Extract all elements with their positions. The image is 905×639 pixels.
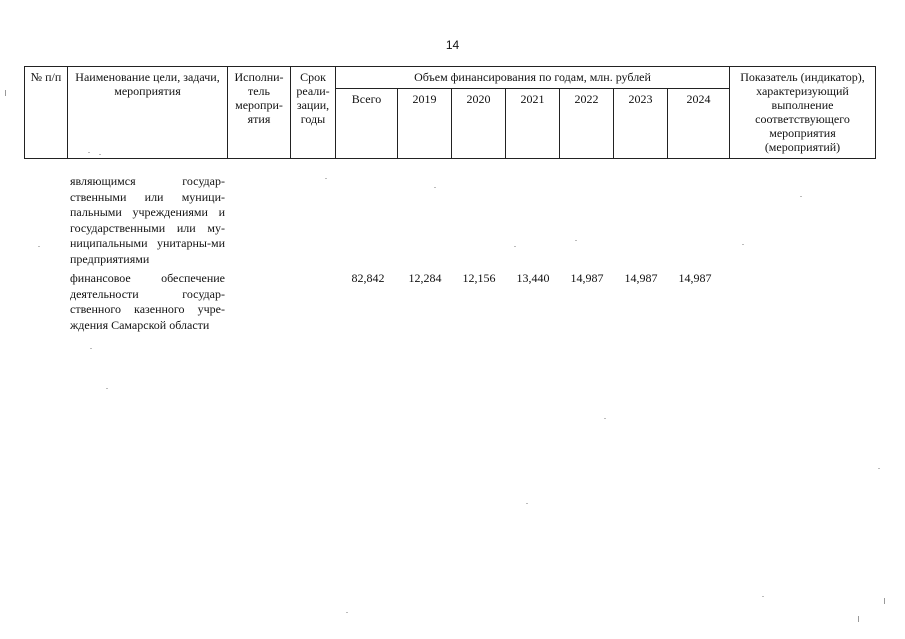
scan-speck [434, 187, 436, 188]
scan-speck [346, 612, 348, 613]
scan-speck [88, 152, 90, 153]
scan-mark [5, 90, 6, 96]
scan-speck [800, 196, 802, 197]
row-2-text: финансовое обеспечение деятельности государ-ственного казенного учре-ждения Самарской области [70, 271, 225, 332]
row-1-text: являющимся государ-ственными или муници-пальными учреждениями и государственными или му-ниципальными унитарны-ми предприятиями [70, 174, 225, 266]
row-2-2019: 12,284 [408, 271, 442, 285]
page-number: 14 [445, 38, 460, 52]
header-num: № п/п [25, 67, 68, 159]
header-year-2024: 2024 [668, 89, 730, 159]
scan-speck [106, 388, 108, 389]
scan-speck [526, 503, 528, 504]
scan-speck [742, 244, 744, 245]
scan-mark [858, 616, 859, 622]
scan-speck [90, 348, 92, 349]
scan-speck [878, 468, 880, 469]
row-2-2024: 14,987 [678, 271, 712, 285]
funding-table-header [24, 66, 876, 159]
row-2-total: 82,842 [351, 271, 385, 285]
row-2-2020: 12,156 [462, 271, 496, 285]
header-term: Срок реали-зации, годы [291, 67, 336, 159]
scan-speck [99, 154, 101, 155]
header-year-2020: 2020 [452, 89, 506, 159]
header-indicator: Показатель (индикатор), характеризующий выполнение соответствующего мероприятия (мероприятий) [730, 67, 876, 159]
header-year-2022: 2022 [560, 89, 614, 159]
header-year-2019: 2019 [398, 89, 452, 159]
row-2-2023: 14,987 [624, 271, 658, 285]
scan-speck [575, 240, 577, 241]
header-year-2023: 2023 [614, 89, 668, 159]
header-funding: Объем финансирования по годам, млн. рублей [336, 67, 730, 89]
scan-speck [514, 246, 516, 247]
scan-speck [38, 246, 40, 247]
header-total: Всего [336, 89, 398, 159]
scan-speck [762, 596, 764, 597]
header-year-2021: 2021 [506, 89, 560, 159]
header-executor: Исполни-тель меропри-ятия [228, 67, 291, 159]
row-2-2022: 14,987 [570, 271, 604, 285]
header-name: Наименование цели, задачи, мероприятия [68, 67, 228, 159]
scan-speck [325, 178, 327, 179]
scan-mark [884, 598, 885, 604]
row-2-2021: 13,440 [516, 271, 550, 285]
scan-speck [604, 418, 606, 419]
